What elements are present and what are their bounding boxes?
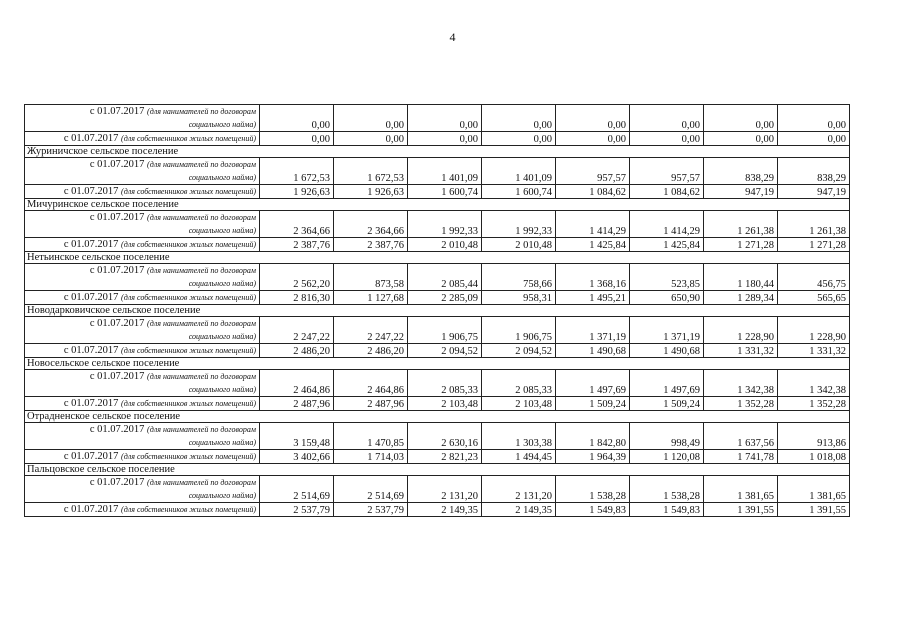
value-cell: 2 103,48 <box>408 397 482 411</box>
value-cell: 758,66 <box>482 264 556 291</box>
row-label <box>25 211 260 238</box>
table-row <box>25 132 850 146</box>
value-cell: 0,00 <box>630 132 704 146</box>
value-cell: 1 964,39 <box>556 450 630 464</box>
row-label-note: (для собственников жилых помещений) <box>121 346 256 355</box>
row-label <box>25 105 260 132</box>
value-cell: 957,57 <box>630 158 704 185</box>
table-row <box>25 264 850 291</box>
value-cell: 1 303,38 <box>482 423 556 450</box>
value-cell: 1 926,63 <box>260 185 334 199</box>
value-cell: 958,31 <box>482 291 556 305</box>
value-cell: 2 486,20 <box>334 344 408 358</box>
section-row <box>25 358 850 370</box>
row-label <box>25 291 260 305</box>
row-label-date: с 01.07.2017 <box>63 239 119 250</box>
value-cell: 2 537,79 <box>334 503 408 517</box>
table-row <box>25 291 850 305</box>
value-cell: 998,49 <box>630 423 704 450</box>
value-cell: 1 495,21 <box>556 291 630 305</box>
value-cell: 1 538,28 <box>630 476 704 503</box>
value-cell: 0,00 <box>778 105 850 132</box>
value-cell: 0,00 <box>260 105 334 132</box>
table-row <box>25 185 850 199</box>
value-cell: 1 549,83 <box>556 503 630 517</box>
value-cell: 1 992,33 <box>408 211 482 238</box>
row-label-date: с 01.07.2017 <box>63 133 119 144</box>
value-cell: 1 906,75 <box>482 317 556 344</box>
row-label-date: с 01.07.2017 <box>63 292 119 303</box>
row-label-note: (для собственников жилых помещений) <box>121 187 256 196</box>
row-label <box>25 423 260 450</box>
table-row <box>25 158 850 185</box>
value-cell: 1 906,75 <box>408 317 482 344</box>
value-cell: 1 342,38 <box>704 370 778 397</box>
row-label-note: (для нанимателей по договорам <box>147 107 256 116</box>
value-cell: 0,00 <box>556 132 630 146</box>
value-cell: 1 261,38 <box>704 211 778 238</box>
value-cell: 2 562,20 <box>260 264 334 291</box>
value-cell: 873,58 <box>334 264 408 291</box>
value-cell: 0,00 <box>630 105 704 132</box>
value-cell: 523,85 <box>630 264 704 291</box>
value-cell: 0,00 <box>778 132 850 146</box>
row-label-date: с 01.07.2017 <box>63 345 119 356</box>
value-cell: 2 486,20 <box>260 344 334 358</box>
row-label-date: с 01.07.2017 <box>89 424 145 435</box>
value-cell: 1 180,44 <box>704 264 778 291</box>
row-label <box>25 450 260 464</box>
table-row <box>25 423 850 450</box>
table-row <box>25 450 850 464</box>
value-cell: 0,00 <box>704 105 778 132</box>
row-label <box>25 503 260 517</box>
value-cell: 838,29 <box>778 158 850 185</box>
value-cell: 2 247,22 <box>334 317 408 344</box>
value-cell: 650,90 <box>630 291 704 305</box>
row-label-note-cont: социального найма) <box>188 332 256 341</box>
value-cell: 2 487,96 <box>260 397 334 411</box>
value-cell: 1 497,69 <box>630 370 704 397</box>
section-row <box>25 199 850 211</box>
table-row <box>25 105 850 132</box>
row-label-note: (для собственников жилых помещений) <box>121 134 256 143</box>
row-label <box>25 185 260 199</box>
value-cell: 1 271,28 <box>704 238 778 252</box>
value-cell: 1 497,69 <box>556 370 630 397</box>
value-cell: 0,00 <box>260 132 334 146</box>
value-cell: 0,00 <box>482 132 556 146</box>
row-label <box>25 317 260 344</box>
row-label <box>25 158 260 185</box>
value-cell: 1 261,38 <box>778 211 850 238</box>
value-cell: 1 425,84 <box>556 238 630 252</box>
row-label-note: (для нанимателей по договорам <box>147 266 256 275</box>
value-cell: 2 285,09 <box>408 291 482 305</box>
value-cell: 2 085,44 <box>408 264 482 291</box>
value-cell: 1 381,65 <box>704 476 778 503</box>
row-label-note: (для нанимателей по договорам <box>147 372 256 381</box>
section-row <box>25 146 850 158</box>
value-cell: 2 149,35 <box>482 503 556 517</box>
row-label-date: с 01.07.2017 <box>63 398 119 409</box>
value-cell: 838,29 <box>704 158 778 185</box>
value-cell: 1 672,53 <box>260 158 334 185</box>
section-title: Журиничское сельское поселение <box>25 146 850 158</box>
row-label-note: (для нанимателей по договорам <box>147 160 256 169</box>
row-label-date: с 01.07.2017 <box>89 265 145 276</box>
value-cell: 1 414,29 <box>556 211 630 238</box>
table-row <box>25 476 850 503</box>
value-cell: 1 490,68 <box>556 344 630 358</box>
row-label-note-cont: социального найма) <box>188 385 256 394</box>
value-cell: 1 842,80 <box>556 423 630 450</box>
row-label-note-cont: социального найма) <box>188 491 256 500</box>
value-cell: 1 381,65 <box>778 476 850 503</box>
value-cell: 2 103,48 <box>482 397 556 411</box>
row-label <box>25 264 260 291</box>
row-label <box>25 397 260 411</box>
value-cell: 957,57 <box>556 158 630 185</box>
table-row <box>25 370 850 397</box>
value-cell: 1 228,90 <box>704 317 778 344</box>
section-title: Мичуринское сельское поселение <box>25 199 850 211</box>
tariff-table <box>24 104 850 517</box>
value-cell: 1 494,45 <box>482 450 556 464</box>
tariff-table-body <box>25 105 850 517</box>
value-cell: 2 131,20 <box>482 476 556 503</box>
row-label-note-cont: социального найма) <box>188 279 256 288</box>
page-number: 4 <box>449 30 456 44</box>
value-cell: 1 672,53 <box>334 158 408 185</box>
value-cell: 2 010,48 <box>408 238 482 252</box>
row-label-note: (для нанимателей по договорам <box>147 425 256 434</box>
row-label <box>25 370 260 397</box>
value-cell: 1 371,19 <box>630 317 704 344</box>
value-cell: 2 085,33 <box>408 370 482 397</box>
value-cell: 1 331,32 <box>778 344 850 358</box>
row-label-note-cont: социального найма) <box>188 438 256 447</box>
value-cell: 1 637,56 <box>704 423 778 450</box>
row-label-note: (для нанимателей по договорам <box>147 213 256 222</box>
value-cell: 2 816,30 <box>260 291 334 305</box>
value-cell: 1 926,63 <box>334 185 408 199</box>
table-row <box>25 238 850 252</box>
value-cell: 1 331,32 <box>704 344 778 358</box>
value-cell: 1 509,24 <box>556 397 630 411</box>
row-label <box>25 344 260 358</box>
value-cell: 0,00 <box>704 132 778 146</box>
value-cell: 1 414,29 <box>630 211 704 238</box>
value-cell: 1 549,83 <box>630 503 704 517</box>
value-cell: 1 992,33 <box>482 211 556 238</box>
value-cell: 2 514,69 <box>334 476 408 503</box>
value-cell: 2 514,69 <box>260 476 334 503</box>
table-row <box>25 503 850 517</box>
value-cell: 0,00 <box>482 105 556 132</box>
table-row <box>25 211 850 238</box>
value-cell: 2 094,52 <box>482 344 556 358</box>
row-label-date: с 01.07.2017 <box>63 504 119 515</box>
value-cell: 1 538,28 <box>556 476 630 503</box>
value-cell: 2 149,35 <box>408 503 482 517</box>
section-row <box>25 305 850 317</box>
row-label-date: с 01.07.2017 <box>89 212 145 223</box>
row-label-note: (для собственников жилых помещений) <box>121 293 256 302</box>
value-cell: 1 391,55 <box>704 503 778 517</box>
value-cell: 3 402,66 <box>260 450 334 464</box>
value-cell: 1 600,74 <box>408 185 482 199</box>
value-cell: 0,00 <box>408 132 482 146</box>
section-row <box>25 252 850 264</box>
section-title: Отрадненское сельское поселение <box>25 411 850 423</box>
row-label-date: с 01.07.2017 <box>63 451 119 462</box>
row-label-note: (для нанимателей по договорам <box>147 478 256 487</box>
value-cell: 1 228,90 <box>778 317 850 344</box>
value-cell: 1 509,24 <box>630 397 704 411</box>
value-cell: 1 342,38 <box>778 370 850 397</box>
value-cell: 2 464,86 <box>260 370 334 397</box>
row-label <box>25 476 260 503</box>
value-cell: 947,19 <box>778 185 850 199</box>
row-label-note: (для собственников жилых помещений) <box>121 505 256 514</box>
value-cell: 0,00 <box>334 132 408 146</box>
table-row <box>25 344 850 358</box>
value-cell: 1 271,28 <box>778 238 850 252</box>
value-cell: 456,75 <box>778 264 850 291</box>
value-cell: 1 120,08 <box>630 450 704 464</box>
section-row <box>25 411 850 423</box>
value-cell: 2 247,22 <box>260 317 334 344</box>
row-label-note: (для собственников жилых помещений) <box>121 452 256 461</box>
row-label-date: с 01.07.2017 <box>89 477 145 488</box>
value-cell: 2 821,23 <box>408 450 482 464</box>
row-label-date: с 01.07.2017 <box>89 318 145 329</box>
value-cell: 947,19 <box>704 185 778 199</box>
section-title: Пальцовское сельское поселение <box>25 464 850 476</box>
value-cell: 2 364,66 <box>260 211 334 238</box>
row-label-note-cont: социального найма) <box>188 120 256 129</box>
row-label-note-cont: социального найма) <box>188 226 256 235</box>
value-cell: 1 425,84 <box>630 238 704 252</box>
value-cell: 913,86 <box>778 423 850 450</box>
value-cell: 1 084,62 <box>556 185 630 199</box>
value-cell: 2 537,79 <box>260 503 334 517</box>
row-label-note: (для нанимателей по договорам <box>147 319 256 328</box>
value-cell: 3 159,48 <box>260 423 334 450</box>
table-row <box>25 317 850 344</box>
value-cell: 1 401,09 <box>482 158 556 185</box>
value-cell: 0,00 <box>334 105 408 132</box>
value-cell: 1 490,68 <box>630 344 704 358</box>
value-cell: 2 131,20 <box>408 476 482 503</box>
value-cell: 2 010,48 <box>482 238 556 252</box>
value-cell: 1 470,85 <box>334 423 408 450</box>
row-label-note: (для собственников жилых помещений) <box>121 240 256 249</box>
value-cell: 1 401,09 <box>408 158 482 185</box>
value-cell: 1 391,55 <box>778 503 850 517</box>
value-cell: 0,00 <box>556 105 630 132</box>
section-row <box>25 464 850 476</box>
value-cell: 1 084,62 <box>630 185 704 199</box>
value-cell: 2 487,96 <box>334 397 408 411</box>
value-cell: 1 352,28 <box>704 397 778 411</box>
value-cell: 1 352,28 <box>778 397 850 411</box>
table-row <box>25 397 850 411</box>
row-label <box>25 132 260 146</box>
value-cell: 2 387,76 <box>260 238 334 252</box>
value-cell: 2 085,33 <box>482 370 556 397</box>
value-cell: 1 018,08 <box>778 450 850 464</box>
value-cell: 2 630,16 <box>408 423 482 450</box>
value-cell: 1 741,78 <box>704 450 778 464</box>
row-label-note: (для собственников жилых помещений) <box>121 399 256 408</box>
value-cell: 2 094,52 <box>408 344 482 358</box>
section-title: Нетьинское сельское поселение <box>25 252 850 264</box>
row-label-note-cont: социального найма) <box>188 173 256 182</box>
row-label-date: с 01.07.2017 <box>89 159 145 170</box>
value-cell: 2 364,66 <box>334 211 408 238</box>
value-cell: 565,65 <box>778 291 850 305</box>
row-label <box>25 238 260 252</box>
value-cell: 1 371,19 <box>556 317 630 344</box>
value-cell: 1 714,03 <box>334 450 408 464</box>
section-title: Новодарковичское сельское поселение <box>25 305 850 317</box>
section-title: Новосельское сельское поселение <box>25 358 850 370</box>
value-cell: 1 600,74 <box>482 185 556 199</box>
value-cell: 2 387,76 <box>334 238 408 252</box>
value-cell: 1 289,34 <box>704 291 778 305</box>
row-label-date: с 01.07.2017 <box>63 186 119 197</box>
value-cell: 2 464,86 <box>334 370 408 397</box>
value-cell: 0,00 <box>408 105 482 132</box>
row-label-date: с 01.07.2017 <box>89 106 145 117</box>
value-cell: 1 127,68 <box>334 291 408 305</box>
value-cell: 1 368,16 <box>556 264 630 291</box>
row-label-date: с 01.07.2017 <box>89 371 145 382</box>
